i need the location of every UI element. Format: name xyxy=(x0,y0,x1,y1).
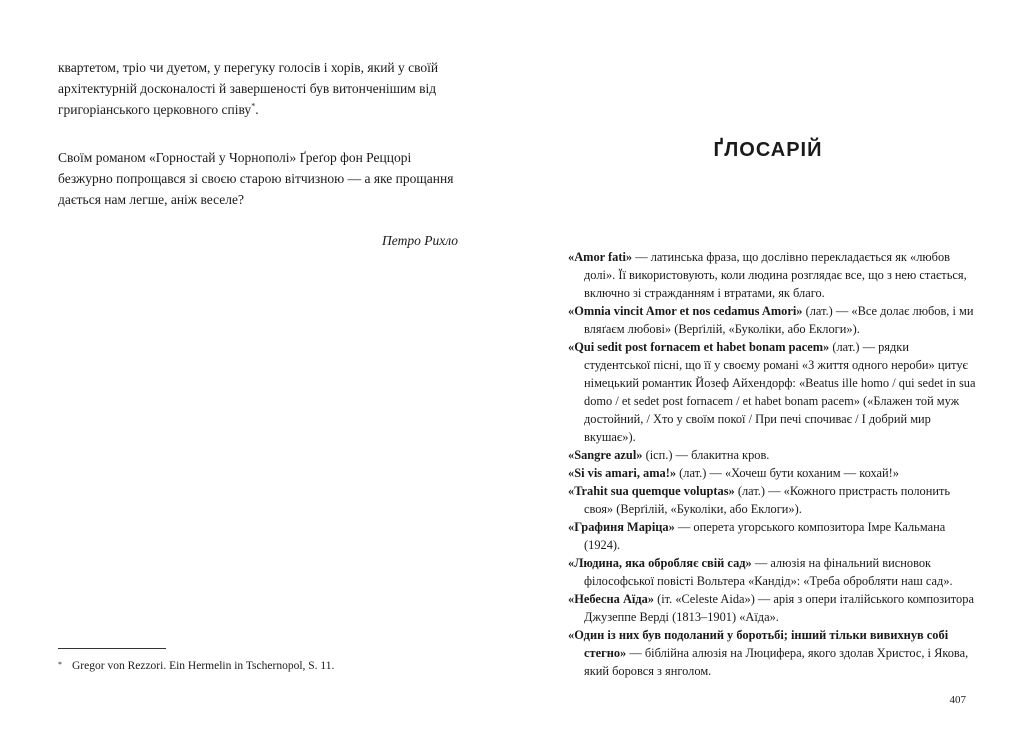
glossary-entry xyxy=(568,446,978,464)
glossary-term: «Людина, яка обробляє свій сад» xyxy=(568,556,752,570)
glossary-definition: (ісп.) — блакитна кров. xyxy=(642,448,770,462)
glossary-term: «Графиня Маріца» xyxy=(568,520,675,534)
left-paragraph-2: Своїм романом «Горностай у Чорнополі» Ґреґор фон Реццорі безжурно попрощався зі своєю старою вітчизною — а яке прощання дається нам легше, аніж веселе? xyxy=(58,150,454,207)
footnote xyxy=(58,660,478,672)
glossary-definition: — алюзія на фінальний висновок філософської повісті Вольтера «Кандід»: «Треба обробляти наш сад». xyxy=(584,556,953,588)
left-paragraph-1: квартетом, тріо чи дуетом, у перегуку голосів і хорів, який у своїй архітектурній досконалості й завершеності був витонченішим від григоріанського церковного співу*. xyxy=(58,60,439,117)
glossary-entry xyxy=(568,518,978,554)
glossary-term: «Sangre azul» xyxy=(568,448,643,462)
glossary-definition: (іт. «Celeste Aida») — арія з опери італійського композитора Джузеппе Верді (1813–1901) «Аїда». xyxy=(584,592,974,624)
glossary-term: «Trahit sua quemque voluptas» xyxy=(568,484,735,498)
glossary-entry xyxy=(568,302,978,338)
footnote-reference[interactable]: * xyxy=(251,101,256,111)
glossary-definition: (лат.) — рядки студентської пісні, що її у своєму романі «З життя одного нероби» цитує німецький романтик Йозеф Айхендорф: «Beatus ille homo / qui sedet in sua domo / et sedet post fornacem / et habet bonam pacem» («Блажен той муж достойний, / Хто у своїм покої / При печі спочиває / І добрий мир вкушає»). xyxy=(584,340,976,444)
glossary-entry xyxy=(568,248,978,302)
glossary-term: «Небесна Аїда» xyxy=(568,592,654,606)
glossary-term: «Один із них був подоланий у боротьбі; інший тільки вивихнув собі стегно» xyxy=(568,628,949,660)
footnote-text: Gregor von Rezzori. Ein Hermelin in Tschernopol, S. 11. xyxy=(72,660,335,672)
glossary-term: «Amor fati» xyxy=(568,250,633,264)
glossary-entry xyxy=(568,590,978,626)
glossary-entry xyxy=(568,338,978,446)
glossary-definition: (лат.) — «Хочеш бути коханим — кохай!» xyxy=(676,466,899,480)
glossary-term: «Si vis amari, ama!» xyxy=(568,466,677,480)
glossary-entry xyxy=(568,482,978,518)
glossary-definition: — оперета угорського композитора Імре Кальмана (1924). xyxy=(584,520,946,552)
glossary-term: «Omnia vincit Amor et nos cedamus Amori» xyxy=(568,304,803,318)
glossary-list xyxy=(568,248,978,680)
right-page xyxy=(512,0,1024,745)
glossary-definition: (лат.) — «Все долає любов, і ми вляґаєм любові» (Верґілій, «Буколіки, або Еклоги»). xyxy=(584,304,974,336)
glossary-entry xyxy=(568,626,978,680)
glossary-term: «Qui sedit post fornacem et habet bonam pacem» xyxy=(568,340,830,354)
glossary-definition: (лат.) — «Кожного пристрасть полонить своя» (Верґілій, «Буколіки, або Еклоги»). xyxy=(584,484,951,516)
author-signature: Петро Рихло xyxy=(382,233,458,248)
glossary-definition: — біблійна алюзія на Люцифера, якого здолав Христос, і Якова, який боровся з янголом. xyxy=(584,646,969,678)
footnote-divider xyxy=(58,648,166,649)
glossary-definition: — латинська фраза, що дослівно перекладається як «любов долі». Її використовують, коли людина розглядає все, що з нею стається, включно зі стражданням і втратами, як благо. xyxy=(584,250,967,300)
glossary-entry xyxy=(568,464,978,482)
page-number: 407 xyxy=(949,694,966,706)
glossary-title: ҐЛОСАРІЙ xyxy=(713,139,823,161)
glossary-entry xyxy=(568,554,978,590)
footnote-mark: * xyxy=(58,660,62,669)
